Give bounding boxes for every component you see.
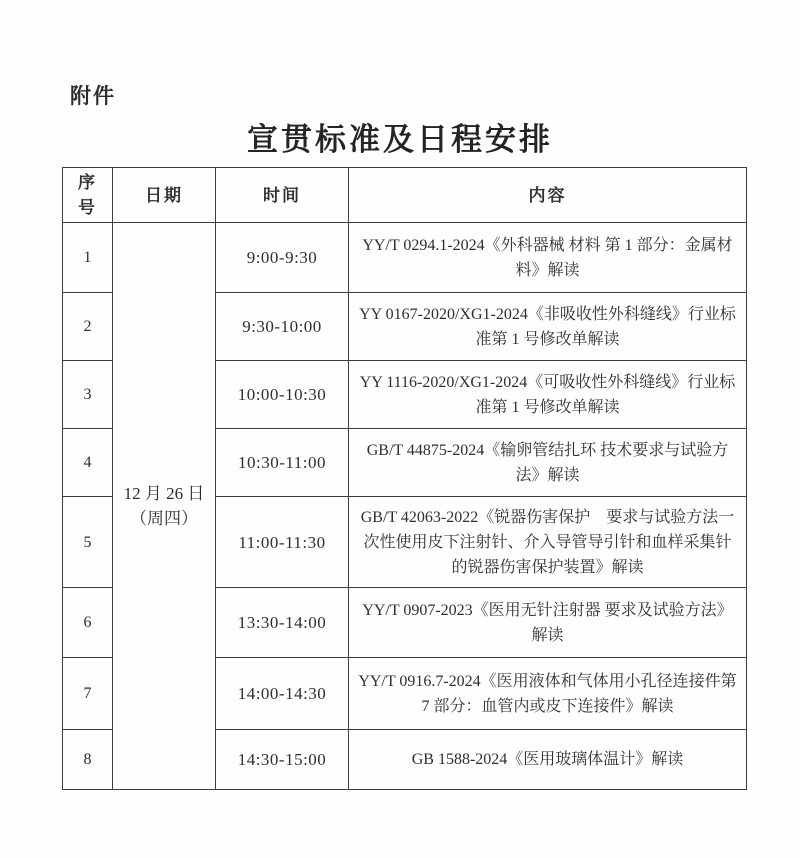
content-cell: YY/T 0907-2023《医用无针注射器 要求及试验方法》解读: [349, 588, 747, 658]
header-content: 内容: [349, 168, 747, 223]
content-cell: GB 1588-2024《医用玻璃体温计》解读: [349, 730, 747, 790]
table-header-row: [63, 168, 747, 223]
row-number: 6: [63, 588, 113, 658]
header-no: 序号: [63, 168, 113, 223]
row-number: 5: [63, 497, 113, 588]
content-cell: YY/T 0294.1-2024《外科器械 材料 第 1 部分：金属材料》解读: [349, 223, 747, 293]
row-number: 7: [63, 658, 113, 730]
time-cell: 10:00-10:30: [216, 361, 349, 429]
content-cell: GB/T 42063-2022《锐器伤害保护 要求与试验方法一次性使用皮下注射针、介入导管导引针和血样采集针的锐器伤害保护装置》解读: [349, 497, 747, 588]
time-cell: 10:30-11:00: [216, 429, 349, 497]
time-cell: 11:00-11:30: [216, 497, 349, 588]
row-number: 8: [63, 730, 113, 790]
time-cell: 14:30-15:00: [216, 730, 349, 790]
content-cell: YY/T 0916.7-2024《医用液体和气体用小孔径连接件第 7 部分：血管内或皮下连接件》解读: [349, 658, 747, 730]
content-cell: YY 1116-2020/XG1-2024《可吸收性外科缝线》行业标准第 1 号修改单解读: [349, 361, 747, 429]
date-line-1: 12 月 26 日: [123, 484, 205, 503]
row-number: 2: [63, 293, 113, 361]
date-line-2: （周四）: [130, 509, 198, 528]
content-cell: YY 0167-2020/XG1-2024《非吸收性外科缝线》行业标准第 1 号修改单解读: [349, 293, 747, 361]
time-cell: 9:00-9:30: [216, 223, 349, 293]
header-time: 时间: [216, 168, 349, 223]
table-row: [63, 223, 747, 293]
attachment-label: 附件: [70, 85, 116, 108]
date-cell: [113, 223, 216, 790]
row-number: 4: [63, 429, 113, 497]
page-title: 宣贯标准及日程安排: [247, 122, 553, 157]
header-date: 日期: [113, 168, 216, 223]
content-cell: GB/T 44875-2024《输卵管结扎环 技术要求与试验方法》解读: [349, 429, 747, 497]
row-number: 3: [63, 361, 113, 429]
time-cell: 13:30-14:00: [216, 588, 349, 658]
time-cell: 9:30-10:00: [216, 293, 349, 361]
time-cell: 14:00-14:30: [216, 658, 349, 730]
schedule-table: [62, 167, 747, 790]
row-number: 1: [63, 223, 113, 293]
